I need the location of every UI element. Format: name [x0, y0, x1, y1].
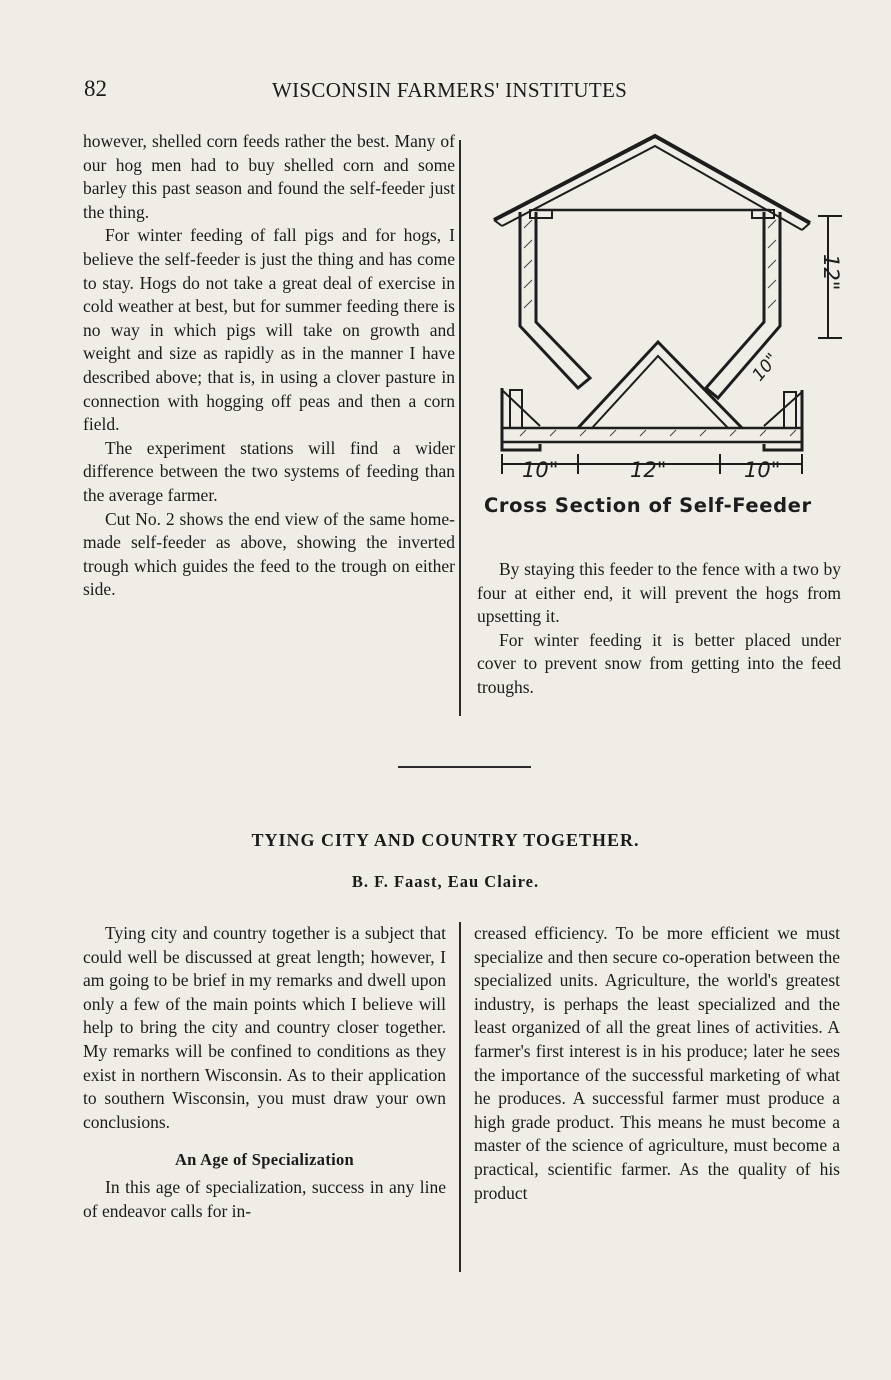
column-divider-lower [459, 922, 461, 1272]
lower-right-column [474, 922, 840, 1205]
paragraph: For winter feeding it is better placed under cover to prevent snow from getting into the feed troughs. [477, 629, 841, 697]
paragraph: however, shelled corn feeds rather the best. Many of our hog men had to buy shelled corn and some barley this past season and found the self-feeder just the thing. [83, 131, 455, 222]
article-byline: B. F. Faast, Eau Claire. [351, 872, 540, 891]
dim-middle-label: 12" [630, 458, 667, 482]
paragraph: Cut No. 2 shows the end view of the same home-made self-feeder as above, showing the inverted trough which guides the feed to the trough on either side. [83, 508, 455, 600]
upper-left-column [83, 130, 455, 602]
lower-left-column [83, 922, 446, 1223]
running-head: WISCONSIN FARMERS' INSTITUTES [272, 78, 628, 102]
dim-left-label: 10" [522, 458, 559, 482]
section-divider [398, 766, 531, 768]
dim-height-label: 12" [819, 254, 843, 291]
paragraph: By staying this feeder to the fence with a two by four at either end, it will prevent the hogs from upsetting it. [477, 559, 841, 627]
page-number: 82 [84, 76, 107, 101]
paragraph: For winter feeding of fall pigs and for hogs, I believe the self-feeder is just the thing and has come to stay. Hogs do not take a great deal of exercise in cold weather at best, but for summer feeding there is no way in which pigs will take on growth and weight and size as rapidly as in the manner I have described above; that is, in using a clover pasture in connection with hogging off peas and then a corn field. [83, 225, 455, 435]
dim-right-label: 10" [744, 458, 781, 482]
column-divider-upper [459, 140, 461, 716]
paragraph: Tying city and country together is a subject that could well be discussed at great length; however, I am going to be brief in my remarks and dwell upon only a few of the main points which I believe will help to bring the city and country closer together. My remarks will be confined to conditions as they exist in northern Wisconsin. As to their application to southern Wisconsin, you must draw your own conclusions. [83, 923, 446, 1132]
upper-right-column [477, 558, 841, 700]
paragraph: creased efficiency. To be more efficient we must specialize and then secure co-operation between the specialized units. Agriculture, the world's greatest industry, is perhaps the least specialized and the least organized of all the great lines of activities. A farmer's first interest is in his produce; later he sees the importance of the successful marketing of what he produces. A successful farmer must produce a high grade product. This means he must become a master of the science of agriculture, must become a practical, scientific farmer. As the quality of his product [474, 923, 840, 1203]
subheading: An Age of Specialization [174, 1150, 355, 1170]
paragraph: The experiment stations will find a wider difference between the two systems of feeding than the average farmer. [83, 437, 455, 505]
self-feeder-diagram [480, 128, 850, 488]
dim-slant-label: 10" [748, 349, 783, 386]
paragraph: In this age of specialization, success in any line of endeavor calls for in- [83, 1176, 446, 1221]
figure-caption: Cross Section of Self-Feeder [484, 494, 812, 517]
article-title: TYING CITY AND COUNTRY TOGETHER. [251, 830, 640, 850]
